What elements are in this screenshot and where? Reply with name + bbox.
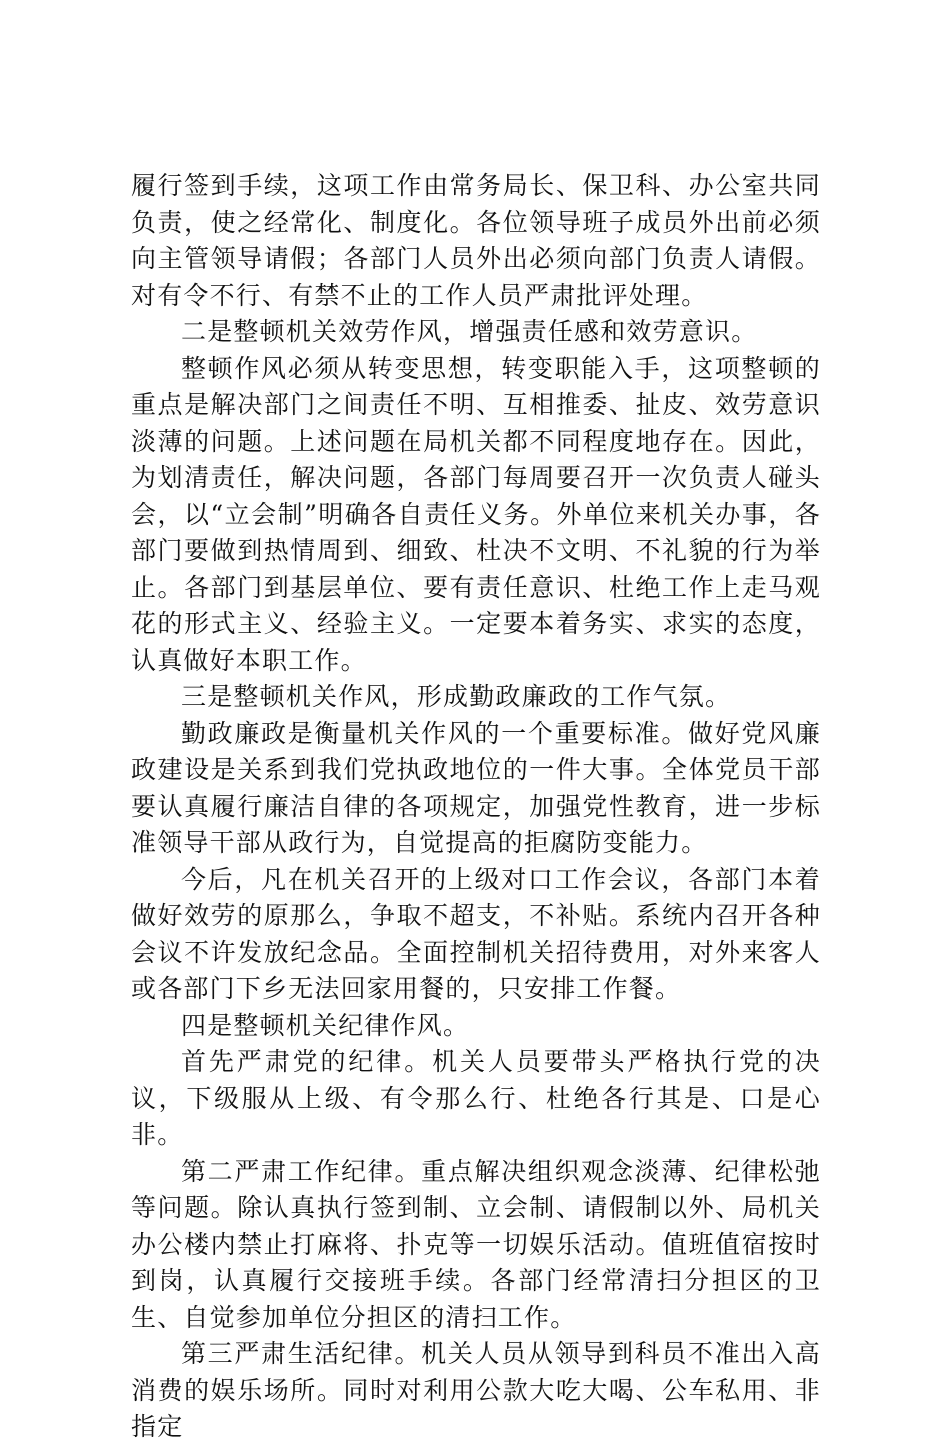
paragraph-body: 整顿作风必须从转变思想，转变职能入手，这项整顿的重点是解决部门之间责任不明、互相推委、扯皮、效劳意识淡薄的问题。上述问题在局机关都不同程度地存在。因此，为划清责任，解决问题，各部门每周要召开一次负责人碰头会，以“立会制”明确各自责任义务。外单位来机关办事，各部门要做到热情周到、细致、杜决不文明、不礼貌的行为举止。各部门到基层单位、要有责任意识、杜绝工作上走马观花的形式主义、经验主义。一定要本着务实、求实的态度，认真做好本职工作。 — [131, 353, 821, 675]
paragraph-body: 第二严肃工作纪律。重点解决组织观念淡薄、纪律松弛等问题。除认真执行签到制、立会制、请假制以外、局机关办公楼内禁止打麻将、扑克等一切娱乐活动。值班值宿按时到岗，认真履行交接班手续。各部门经常清扫分担区的卫生、自觉参加单位分担区的清扫工作。 — [131, 1156, 821, 1332]
paragraph-continuation: 履行签到手续，这项工作由常务局长、保卫科、办公室共同负责，使之经常化、制度化。各位领导班子成员外出前必须向主管领导请假；各部门人员外出必须向部门负责人请假。对有令不行、有禁不止的工作人员严肃批评处理。 — [131, 171, 821, 310]
paragraph-body: 第三严肃生活纪律。机关人员从领导到科员不准出入高消费的娱乐场所。同时对利用公款大吃大喝、公车私用、非指定 — [131, 1339, 821, 1441]
paragraph-heading-two: 二是整顿机关效劳作风，增强责任感和效劳意识。 — [181, 317, 758, 346]
document-body — [131, 168, 821, 1446]
paragraph-heading-three: 三是整顿机关作风，形成勤政廉政的工作气氛。 — [181, 682, 732, 711]
paragraph-heading-four: 四是整顿机关纪律作风。 — [181, 1010, 470, 1040]
paragraph-body: 首先严肃党的纪律。机关人员要带头严格执行党的决议，下级服从上级、有令那么行、杜绝各行其是、口是心非。 — [131, 1047, 821, 1149]
paragraph-body: 今后，凡在机关召开的上级对口工作会议，各部门本着做好效劳的原那么，争取不超支，不补贴。系统内召开各种会议不许发放纪念品。全面控制机关招待费用，对外来客人或各部门下乡无法回家用餐的，只安排工作餐。 — [131, 864, 821, 1003]
paragraph-body: 勤政廉政是衡量机关作风的一个重要标准。做好党风廉政建设是关系到我们党执政地位的一件大事。全体党员干部要认真履行廉洁自律的各项规定，加强党性教育，进一步标准领导干部从政行为，自觉提高的拒腐防变能力。 — [131, 718, 821, 857]
